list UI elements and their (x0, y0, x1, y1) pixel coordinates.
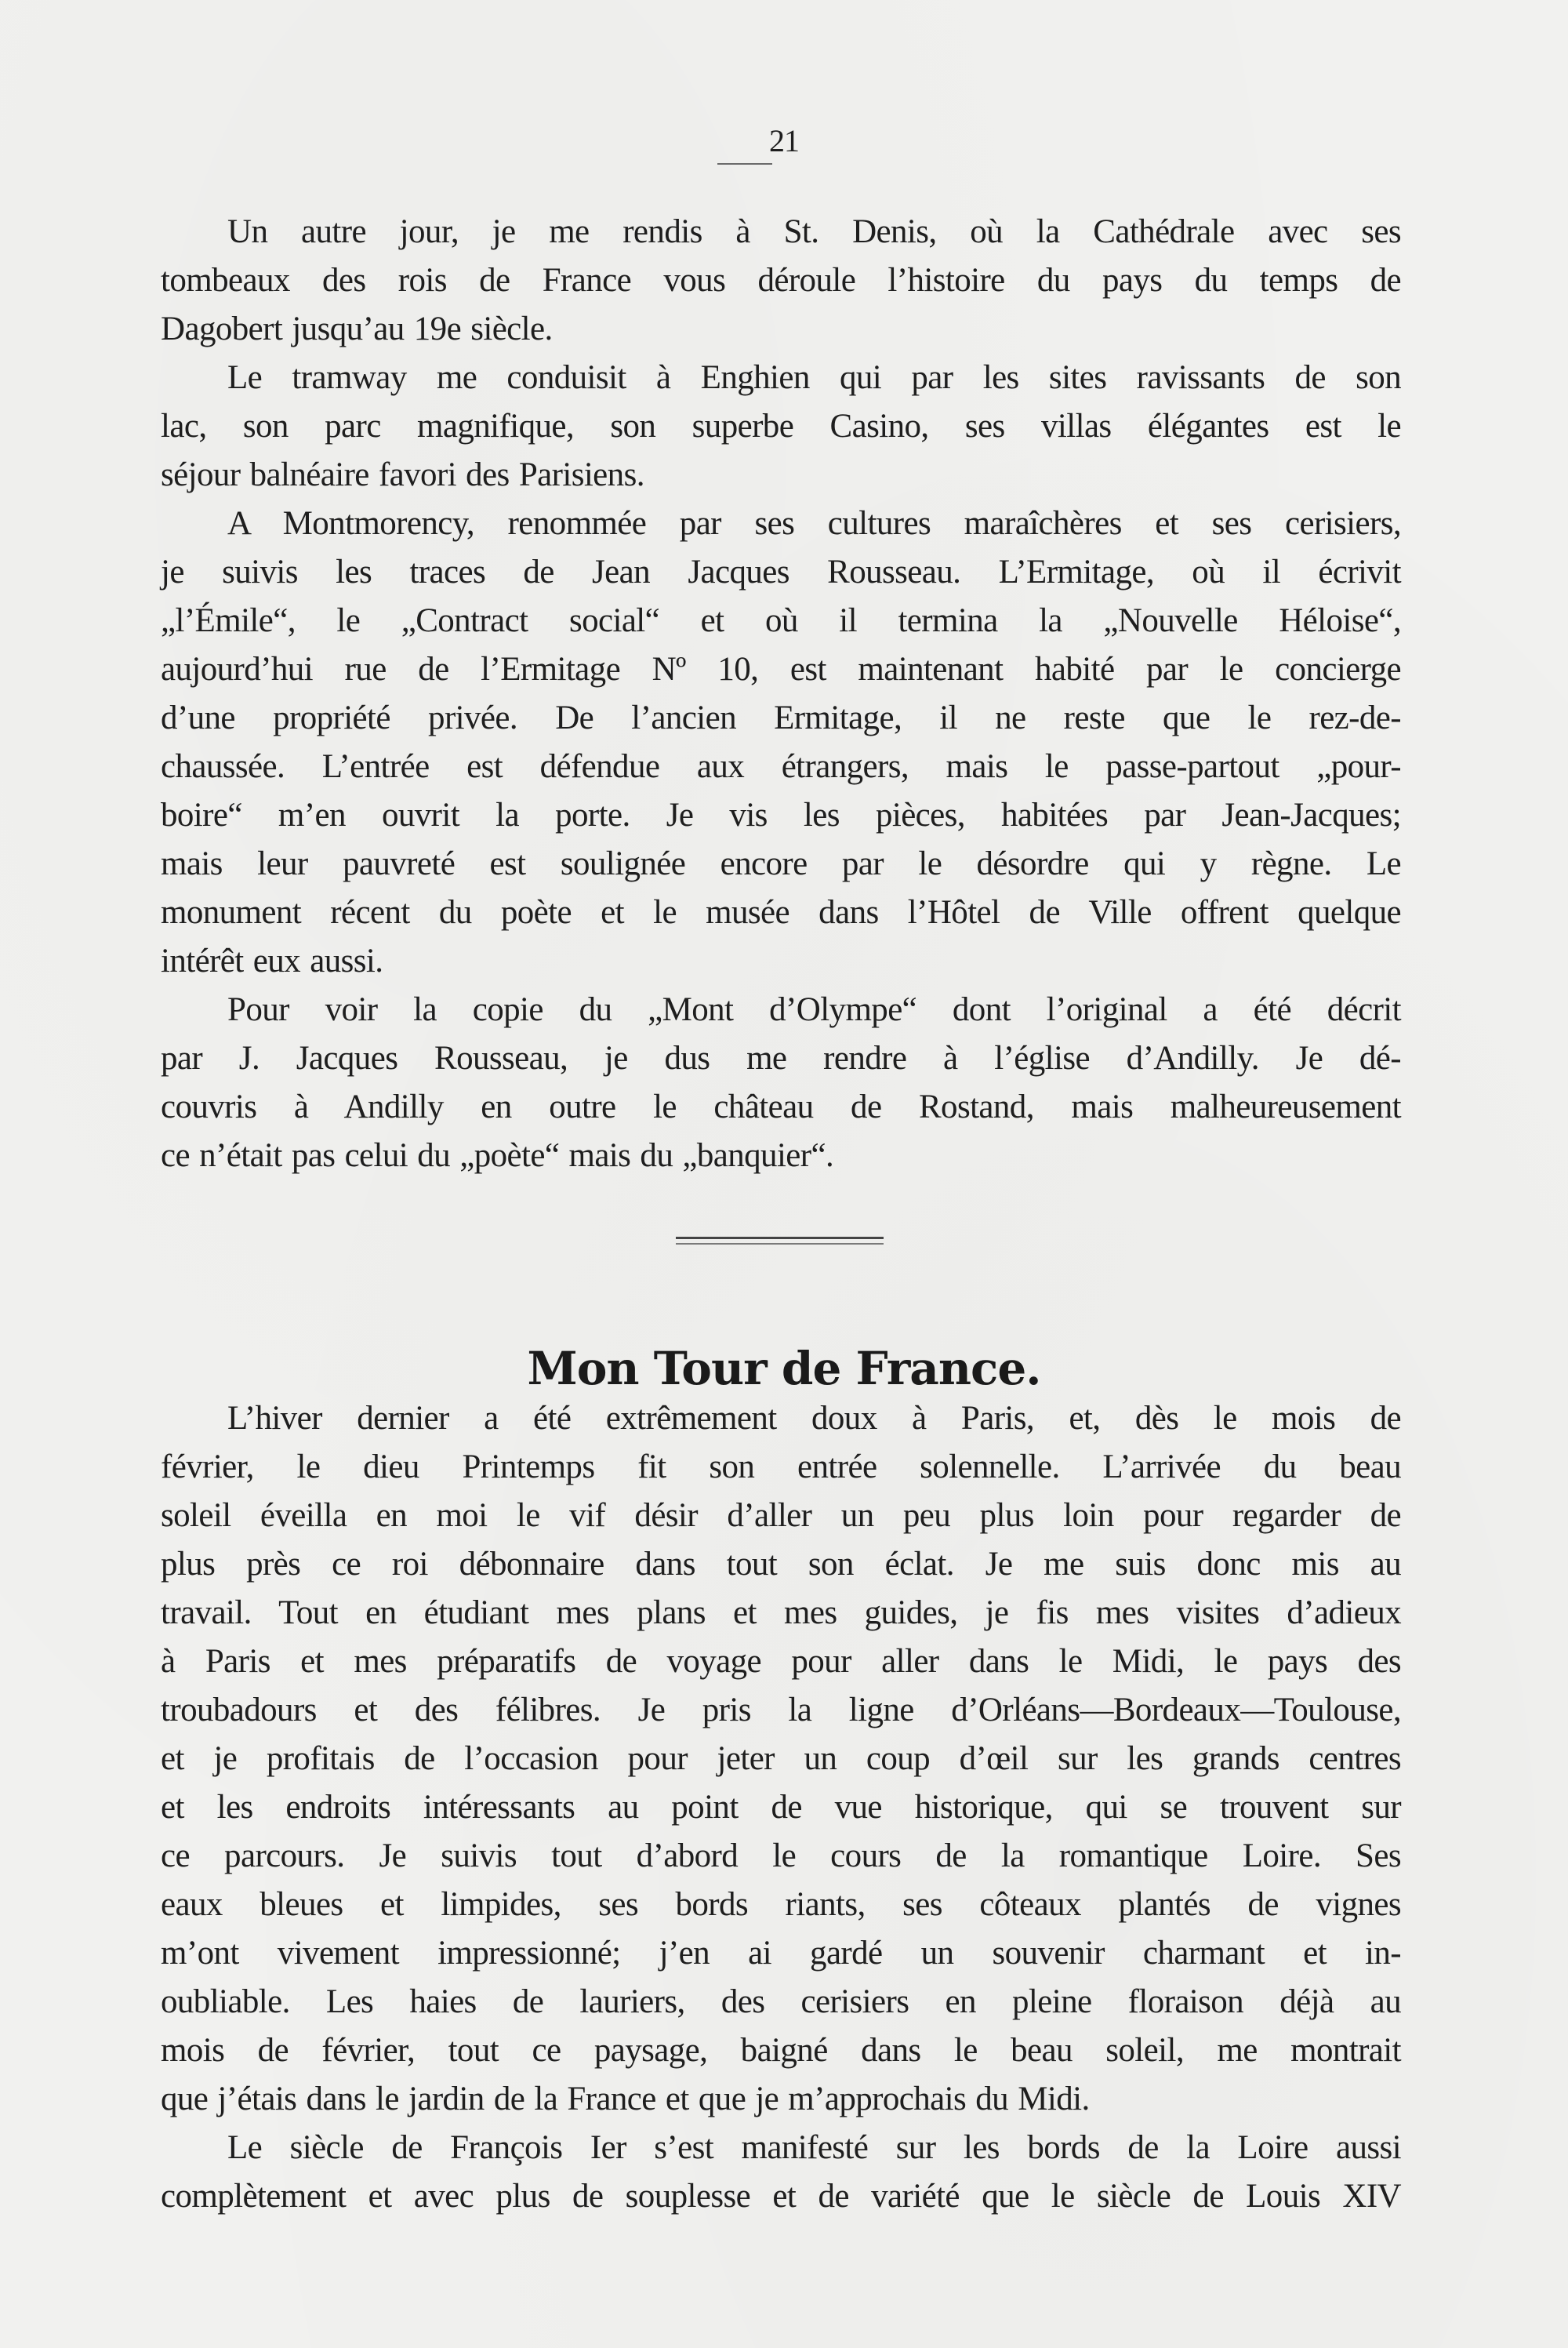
section-1-body (161, 208, 1401, 1180)
text-line: couvris à Andilly en outre le château de Rostand, mais malheureusement (161, 1089, 1401, 1125)
text-line: eaux bleues et limpides, ses bords riants, ses côteaux plantés de vignes (161, 1886, 1401, 1923)
text-line: ce n’était pas celui du „poète“ mais du „banquier“. (161, 1137, 834, 1174)
text-line: Le tramway me conduisit à Enghien qui par les sites ravissants de son (227, 359, 1401, 396)
text-line: troubadours et des félibres. Je pris la ligne d’Orléans—Bordeaux—Toulouse, (161, 1692, 1401, 1728)
paragraph-enghien (161, 354, 1401, 500)
text-line: Pour voir la copie du „Mont d’Olympe“ dont l’original a été décrit (227, 991, 1401, 1028)
text-line: travail. Tout en étudiant mes plans et mes guides, je fis mes visites d’adieux (161, 1594, 1401, 1631)
paragraph-st-denis (161, 208, 1401, 354)
text-line: chaussée. L’entrée est défendue aux étrangers, mais le passe-partout „pour- (161, 748, 1401, 785)
text-line: Le siècle de François Ier s’est manifesté sur les bords de la Loire aussi (227, 2129, 1401, 2166)
text-line: mais leur pauvreté est soulignée encore par le désordre qui y règne. Le (161, 845, 1401, 882)
paragraph-montmorency (161, 500, 1401, 986)
text-line: par J. Jacques Rousseau, je dus me rendre à l’église d’Andilly. Je dé- (161, 1040, 1401, 1077)
text-line: je suivis les traces de Jean Jacques Rousseau. L’Ermitage, où il écrivit (161, 554, 1401, 591)
text-line: février, le dieu Printemps fit son entrée solennelle. L’arrivée du beau (161, 1448, 1401, 1485)
page-number: 21 (769, 123, 799, 158)
paragraph-francois (161, 2124, 1401, 2221)
separator-rule-thin (676, 1243, 884, 1245)
text-line: soleil éveilla en moi le vif désir d’aller un peu plus loin pour regarder de (161, 1497, 1401, 1534)
separator-rule-thick (676, 1237, 884, 1239)
text-line: oubliable. Les haies de lauriers, des cerisiers en pleine floraison déjà au (161, 1983, 1401, 2020)
text-line: à Paris et mes préparatifs de voyage pour aller dans le Midi, le pays des (161, 1643, 1401, 1680)
text-line: A Montmorency, renommée par ses cultures maraîchères et ses cerisiers, (227, 505, 1401, 542)
text-line: mois de février, tout ce paysage, baigné dans le beau soleil, me montrait (161, 2032, 1401, 2069)
text-line: tombeaux des rois de France vous déroule l’histoire du pays du temps de (161, 262, 1401, 299)
text-line: boire“ m’en ouvrit la porte. Je vis les pièces, habitées par Jean-Jacques; (161, 797, 1401, 834)
page-number-rule (717, 163, 772, 165)
text-line: intérêt eux aussi. (161, 943, 383, 980)
text-line: d’une propriété privée. De l’ancien Ermitage, il ne reste que le rez-de- (161, 700, 1401, 736)
text-line: ce parcours. Je suivis tout d’abord le cours de la romantique Loire. Ses (161, 1837, 1401, 1874)
text-line: lac, son parc magnifique, son superbe Casino, ses villas élégantes est le (161, 408, 1401, 445)
section-separator (676, 1237, 884, 1245)
text-line: monument récent du poète et le musée dans l’Hôtel de Ville offrent quelque (161, 894, 1401, 931)
text-line: Un autre jour, je me rendis à St. Denis, où la Cathédrale avec ses (227, 213, 1401, 250)
text-line: que j’étais dans le jardin de la France et que je m’approchais du Midi. (161, 2081, 1090, 2117)
text-line: m’ont vivement impressionné; j’en ai gardé un souvenir charmant et in- (161, 1935, 1401, 1972)
text-line: L’hiver dernier a été extrêmement doux à Paris, et, dès le mois de (227, 1400, 1401, 1437)
section-title: Mon Tour de France. (527, 1342, 1041, 1396)
paragraph-andilly (161, 986, 1401, 1180)
text-line: „l’Émile“, le „Contract social“ et où il termina la „Nouvelle Héloise“, (161, 602, 1401, 639)
text-line: Dagobert jusqu’au 19e siècle. (161, 311, 553, 347)
text-line: et je profitais de l’occasion pour jeter un coup d’œil sur les grands centres (161, 1740, 1401, 1777)
text-line: aujourd’hui rue de l’Ermitage Nº 10, est maintenant habité par le concierge (161, 651, 1401, 688)
text-line: plus près ce roi débonnaire dans tout son éclat. Je me suis donc mis au (161, 1546, 1401, 1583)
section-2-body (161, 1394, 1401, 2221)
text-line: et les endroits intéressants au point de vue historique, qui se trouvent sur (161, 1789, 1401, 1826)
text-line: complètement et avec plus de souplesse et de variété que le siècle de Louis XIV (161, 2178, 1401, 2215)
text-line: séjour balnéaire favori des Parisiens. (161, 456, 644, 493)
paragraph-hiver (161, 1394, 1401, 2124)
